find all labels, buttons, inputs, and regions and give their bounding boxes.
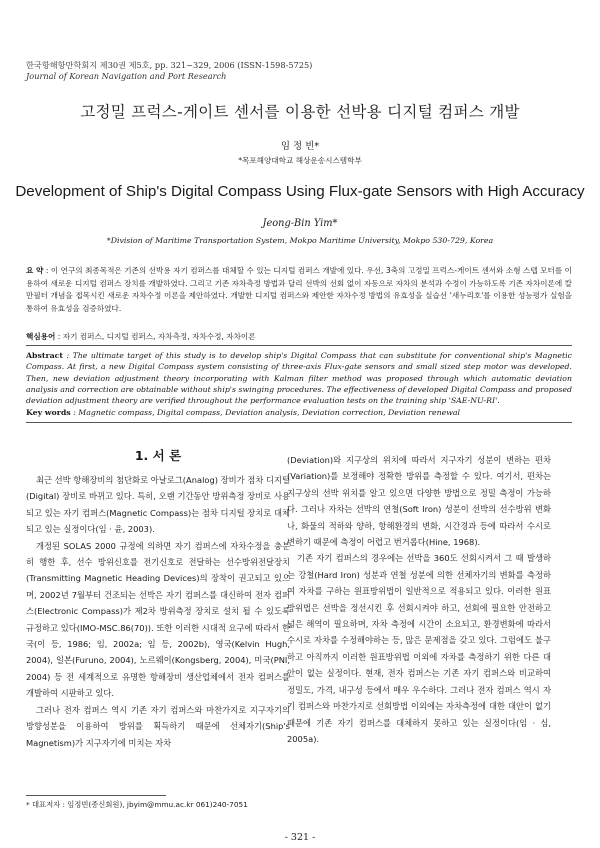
- korean-keywords: [26, 331, 572, 342]
- journal-name: Journal of Korean Navigation and Port Research: [26, 71, 227, 81]
- korean-affiliation: *목포해양대학교 해상운송시스템학부: [238, 156, 362, 165]
- paragraph: 그러나 전자 컴퍼스 역시 기존 자기 컴퍼스와 마찬가지로 지구자기의 방향성분을 이용하여 방위를 획득하기 때문에 선체자기(Ship's Magnetism)가 지구자기에 미치는 자차: [26, 704, 290, 748]
- journal-header: [26, 60, 312, 82]
- english-author: Jeong-Bin Yim*: [262, 218, 338, 229]
- english-keywords-label: Key words: [26, 408, 71, 417]
- korean-title: 고정밀 프럭스-게이트 센서를 이용한 선박용 디지털 컴퍼스 개발: [80, 103, 520, 121]
- footnote: * 대표저자 : 임정빈(종신회원), jbyim@mmu.ac.kr 061)240-7051: [26, 800, 248, 809]
- journal-issue-line: 한국항해항만학회지 제30권 제5호, pp. 321~329, 2006 (ISSN-1598-5725): [26, 60, 313, 70]
- paragraph: 개정된 SOLAS 2000 규정에 의하면 자기 컴퍼스에 자차수정을 충분히 행한 후, 선수 방위신호를 전기신호로 전달하는 선수방위전달장치(Transmitting Magnetic Heading Devices)의 장착이 권고되고 있으며, 2002년 7월부터 건조되는 선박은 자기 컴퍼스를 대신하여 전자 컴퍼스(Electronic Compass)가 제2차 방위측정 장치로 설치 될 수 있도록 규정하고 있다(IMO-MSC.86(70)). 또한 이러한 시대적 요구에 따라서 한국(이 등, 1986; 임, 2002a; 임 등, 2002b), 영국(Kelvin Hugh, 2004), 일본(Furuno, 2004), 노르웨이(Kongsberg, 2004), 미국(PNI, 2004) 등 전 세계적으로 유명한 항해장비 생산업체에서 전자 컴퍼스를 개발하여 시판하고 있다.: [26, 540, 290, 699]
- paragraph: 최근 선박 항해장비의 첨단화로 아날로그(Analog) 장비가 점차 디지털(Digital) 장비로 바뀌고 있다. 특히, 오랜 기간동안 방위측정 장비로 사용되고 있는 자기 컴퍼스(Magnetic Compass)는 점차 디지털 장치로 대체되고 있는 실정이다(임 · 윤, 2003).: [26, 475, 290, 535]
- left-column: [26, 472, 290, 751]
- english-keywords-text: : Magnetic compass, Digital compass, Deviation analysis, Deviation correction, Deviation renewal: [73, 408, 461, 417]
- paragraph: (Deviation)와 지구상의 위치에 따라서 지구자기 성분이 변하는 편차(Variation)를 보정해야 정확한 방위를 측정할 수 있다. 여기서, 편차는 지구상의 선박 위치를 알고 있으면 다양한 방법으로 정밀 측정이 가능하다. 그러나 자차는 선박의 연철(Soft Iron) 성분이 선박의 선수방위 변화나, 화물의 적하와 양하, 항해환경의 변화, 시간경과 등에 따라서 수시로 변하기 때문에 측정이 어렵고 번거롭다(Hine, 1968).: [287, 455, 551, 548]
- english-abstract-text: : The ultimate target of this study is to develop ship's Digital Compass that can substitute for conventional ship's Magnetic Compass. At first, a new Digital Compass system consisting of three-axis Flux-gate sensors and small sized step motor was developed. Then, new deviation adjustment theory incorporating with Kalman filter method was proposed through which automatic deviation analysis and correction are obtainable without ship's swinging procedures. The effectiveness of developed Digital Compass and proposed deviation adjustment theory are verified throughout the performance evaluation tests on the training ship 'SAE-NU-RI'.: [26, 351, 572, 406]
- korean-keywords-text: : 자기 컴퍼스, 디지털 컴퍼스, 자차측정, 자차수정, 자차이론: [57, 332, 256, 341]
- english-abstract: [26, 350, 572, 406]
- english-title: Development of Ship's Digital Compass Using Flux-gate Sensors with High Accuracy: [15, 183, 585, 200]
- english-affiliation: *Division of Maritime Transportation System, Mokpo Maritime University, Mokpo 530-729, Korea: [106, 236, 494, 245]
- korean-abstract: [26, 265, 572, 315]
- korean-author: 임 정 빈*: [280, 141, 320, 152]
- right-column: [287, 452, 551, 747]
- footnote-rule: [26, 795, 166, 796]
- divider: [26, 422, 572, 423]
- paragraph: 기존 자기 컴퍼스의 경우에는 선박을 360도 선회시켜서 그 때 발생하는 강철(Hard Iron) 성분과 연철 성분에 의한 선체자기의 변화를 측정하여 자차를 구하는 원표방위법이 일반적으로 적용되고 있다. 이러한 원표방위법은 선박을 정선시킨 후 선회시켜야 하고, 선회에 필요한 안전하고 넓은 해역이 필요하며, 자차 측정에 시간이 소요되고, 환경변화에 따라서 수시로 자차를 수정해야하는 등, 많은 문제점을 갖고 있다. 그럼에도 불구하고 아직까지 이러한 원표방위법 이외에 자차를 측정하기 위한 다른 대안이 없는 실정이다. 현재, 전자 컴퍼스는 기존 자기 컴퍼스와 비교하여 정밀도, 가격, 내구성 등에서 매우 우수하다. 그러나 전자 컴퍼스 역시 자기 컴퍼스와 마찬가지로 선회방법 이외에는 자차측정에 대한 대안이 없기 때문에 기존 자기 컴퍼스를 대체하지 못하고 있는 실정이다(임 · 심, 2005a).: [287, 553, 551, 744]
- section-heading: 1. 서 론: [134, 448, 182, 463]
- korean-abstract-text: : 이 연구의 최종목적은 기존의 선박용 자기 컴퍼스를 대체할 수 있는 디지털 컴퍼스 개발에 있다. 우선, 3축의 고정밀 프럭스-게이트 센서와 소형 스텝 모터를 이용하여 새로운 디지털 컴퍼스 장치를 개발하였다. 그리고 기존 자차측정 방법과 달리 선박의 선회 없이 자동으로 자차의 분석과 수정이 가능하도록 기존 자차이론에 칼만필터 개념을 접목시킨 새로운 자차수정 이론을 제안하였다. 개발한 디지털 컴퍼스와 제안한 자차수정 방법의 유효성을 실습선 '새누리호'를 이용한 성능평가 실험을 통하여 유효성을 검증하였다.: [26, 266, 572, 313]
- english-keywords: [26, 408, 572, 417]
- english-abstract-label: Abstract: [26, 351, 64, 360]
- korean-keywords-label: 핵심용어: [26, 332, 56, 341]
- divider: [26, 345, 572, 346]
- page-number: - 321 -: [284, 832, 316, 843]
- korean-abstract-label: 요 약: [26, 266, 44, 275]
